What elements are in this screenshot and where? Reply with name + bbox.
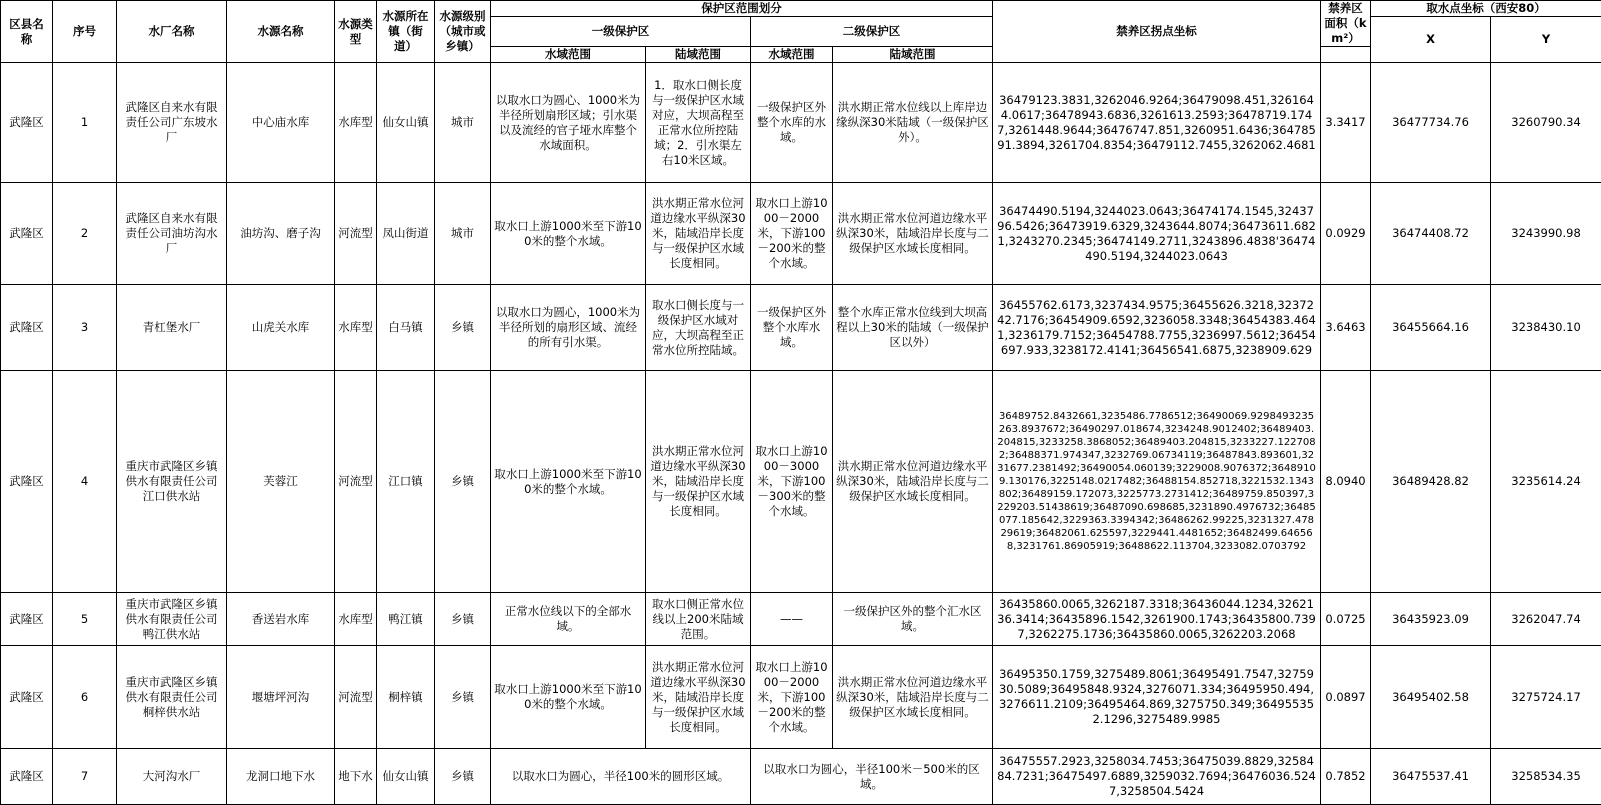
- cell-coords: 36475557.2923,3258034.7453;36475039.8829,3258484.7231;36475497.6889,3259032.7694;36476036.5247,3258504.5424: [993, 749, 1321, 805]
- cell-primary-land: 洪水期正常水位河道边缘水平纵深30米，陆域沿岸长度与一级保护区水域长度相同。: [646, 371, 751, 593]
- cell-secondary-water: 取水口上游1000－2000米，下游100－200米的整个水域。: [751, 646, 833, 749]
- cell-primary-water: 取水口上游1000米至下游100米的整个水域。: [491, 183, 646, 285]
- cell-seq: 6: [53, 646, 117, 749]
- header-protection: 保护区范围划分: [491, 1, 993, 17]
- cell-county: 武隆区: [1, 285, 53, 371]
- table-row: [1, 285, 1601, 371]
- cell-plant: 青杠堡水厂: [117, 285, 227, 371]
- cell-town: 仙女山镇: [377, 749, 435, 805]
- header-primary-land: 陆域范围: [646, 47, 751, 63]
- cell-secondary-water: 一级保护区外整个水库水域。: [751, 285, 833, 371]
- cell-primary-land: 1．取水口侧长度与一级保护区水域对应，大坝高程至正常水位所控陆域；2．引水渠左右10米区域。: [646, 63, 751, 183]
- table-row: [1, 183, 1601, 285]
- cell-source-type: 水库型: [335, 593, 377, 646]
- cell-source: 香送岩水库: [227, 593, 335, 646]
- cell-county: 武隆区: [1, 63, 53, 183]
- cell-secondary-water: 取水口上游1000－2000米，下游100－200米的整个水域。: [751, 183, 833, 285]
- cell-secondary-land: 洪水期正常水位河道边缘水平纵深30米，陆域沿岸长度与二级保护区水域长度相同。: [833, 183, 993, 285]
- header-row-1: [1, 1, 1601, 17]
- header-primary-water: 水域范围: [491, 47, 646, 63]
- header-town: 水源所在镇（街道）: [377, 1, 435, 63]
- header-seq: 序号: [53, 1, 117, 63]
- cell-seq: 2: [53, 183, 117, 285]
- cell-source-type: 地下水: [335, 749, 377, 805]
- cell-county: 武隆区: [1, 183, 53, 285]
- cell-level: 乡镇: [435, 646, 491, 749]
- cell-x: 36495402.58: [1371, 646, 1491, 749]
- table-row: [1, 646, 1601, 749]
- cell-primary-water: 以取水口为圆心、1000米为半径所划扇形区域；引水渠以及流经的官子垭水库整个水域面积。: [491, 63, 646, 183]
- cell-area: 0.0929: [1321, 183, 1371, 285]
- cell-primary-land: 洪水期正常水位河道边缘水平纵深30米，陆域沿岸长度与一级保护区水域长度相同。: [646, 646, 751, 749]
- cell-secondary-water: ——: [751, 593, 833, 646]
- cell-seq: 1: [53, 63, 117, 183]
- cell-x: 36455664.16: [1371, 285, 1491, 371]
- cell-y: 3258534.35: [1491, 749, 1601, 805]
- cell-source-type: 水库型: [335, 63, 377, 183]
- cell-county: 武隆区: [1, 646, 53, 749]
- cell-town: 江口镇: [377, 371, 435, 593]
- cell-primary-water: 取水口上游1000米至下游100米的整个水域。: [491, 646, 646, 749]
- cell-town: 鸭江镇: [377, 593, 435, 646]
- header-y: Y: [1491, 17, 1601, 63]
- cell-y: 3243990.98: [1491, 183, 1601, 285]
- cell-primary-water: 以取水口为圆心，1000米为半径所划的扇形区域、流经的所有引水渠。: [491, 285, 646, 371]
- cell-source: 芙蓉江: [227, 371, 335, 593]
- cell-primary-land: 洪水期正常水位河道边缘水平纵深30米，陆域沿岸长度与一级保护区水域长度相同。: [646, 183, 751, 285]
- cell-secondary-water: 一级保护区外整个水库的水域。: [751, 63, 833, 183]
- cell-coords: 36489752.8432661,3235486.7786512;36490069.9298493235263.8937672;36490297.018674,3234248.9012402;36489403.204815,3233258.3868052;36489403.204815,3233227.1227082;36488371.974347,3232769.06734119;36487843.893601,3231677.2381492;36490054.060139;3229008.9076372;36489109.130176,3225148.0217482;36488154.852718,3221532.1343802;36489159.172073,3225773.2731412;36489759.850397,3229203.51438619;36487090.698685,3231890.4976732;36485077.185642,3229363.3394342;36486262.99225,3231327.47829619;36482061.625597,3229441.4481652;36482499.646568,3231761.86905919;36488622.113704,3233082.0703792: [993, 371, 1321, 593]
- cell-area: 0.0897: [1321, 646, 1371, 749]
- cell-seq: 3: [53, 285, 117, 371]
- cell-area: 8.0940: [1321, 371, 1371, 593]
- header-intake: 取水点坐标（西安80）: [1371, 1, 1601, 17]
- cell-level: 城市: [435, 63, 491, 183]
- cell-county: 武隆区: [1, 749, 53, 805]
- cell-x: 36489428.82: [1371, 371, 1491, 593]
- cell-source: 中心庙水库: [227, 63, 335, 183]
- cell-x: 36474408.72: [1371, 183, 1491, 285]
- table-row: [1, 371, 1601, 593]
- cell-x: 36477734.76: [1371, 63, 1491, 183]
- cell-level: 乡镇: [435, 593, 491, 646]
- header-plant: 水厂名称: [117, 1, 227, 63]
- cell-x: 36435923.09: [1371, 593, 1491, 646]
- cell-primary-water: 取水口上游1000米至下游100米的整个水域。: [491, 371, 646, 593]
- cell-area: 3.6463: [1321, 285, 1371, 371]
- cell-primary-zone: 以取水口为圆心，半径100米的圆形区域。: [491, 749, 751, 805]
- header-county: 区县名称: [1, 1, 53, 63]
- header-secondary-water: 水域范围: [751, 47, 833, 63]
- cell-plant: 大河沟水厂: [117, 749, 227, 805]
- cell-county: 武隆区: [1, 593, 53, 646]
- header-area-blank: [1321, 47, 1371, 63]
- cell-secondary-zone: 以取水口为圆心，半径100米－500米的区域。: [751, 749, 993, 805]
- cell-secondary-land: 洪水期正常水位河道边缘水平纵深30米，陆域沿岸长度与二级保护区水域长度相同。: [833, 646, 993, 749]
- cell-area: 0.7852: [1321, 749, 1371, 805]
- cell-secondary-water: 取水口上游1000－3000米，下游100－300米的整个水域。: [751, 371, 833, 593]
- header-level: 水源级别（城市或乡镇）: [435, 1, 491, 63]
- cell-y: 3262047.74: [1491, 593, 1601, 646]
- table-row: [1, 593, 1601, 646]
- cell-secondary-land: 整个水库正常水位线到大坝高程以上30米的陆域（一级保护区以外）: [833, 285, 993, 371]
- header-secondary-land: 陆域范围: [833, 47, 993, 63]
- cell-x: 36475537.41: [1371, 749, 1491, 805]
- header-secondary: 二级保护区: [751, 17, 993, 47]
- cell-plant: 武隆区自来水有限责任公司油坊沟水厂: [117, 183, 227, 285]
- header-area: 禁养区面积（km²）: [1321, 1, 1371, 47]
- cell-level: 乡镇: [435, 285, 491, 371]
- cell-coords: 36455762.6173,3237434.9575;36455626.3218,3237242.7176;36454909.6592,3236058.3348;36454383.4641,3236179.7152;36454788.7755,3236997.5612;36454697.933,3238172.4141;36456541.6875,3238909.629: [993, 285, 1321, 371]
- cell-county: 武隆区: [1, 371, 53, 593]
- header-source-type: 水源类型: [335, 1, 377, 63]
- header-coords: 禁养区拐点坐标: [993, 1, 1321, 63]
- cell-secondary-land: 一级保护区外的整个汇水区域。: [833, 593, 993, 646]
- cell-coords: 36435860.0065,3262187.3318;36436044.1234,3262136.3414;36435896.1542,3261900.1743;36435800.7397,3262275.1736;36435860.0065,3262203.2068: [993, 593, 1321, 646]
- cell-y: 3275724.17: [1491, 646, 1601, 749]
- cell-town: 白马镇: [377, 285, 435, 371]
- cell-seq: 4: [53, 371, 117, 593]
- cell-level: 乡镇: [435, 371, 491, 593]
- cell-source: 油坊沟、磨子沟: [227, 183, 335, 285]
- header-source: 水源名称: [227, 1, 335, 63]
- cell-town: 仙女山镇: [377, 63, 435, 183]
- table-row: [1, 749, 1601, 805]
- header-x: X: [1371, 17, 1491, 63]
- cell-source-type: 河流型: [335, 371, 377, 593]
- cell-source: 堰塘坪河沟: [227, 646, 335, 749]
- cell-coords: 36495350.1759,3275489.8061;36495491.7547,3275930.5089;36495848.9324,3276071.334;36495950.494,3276611.2109;36495464.869,3275750.349;364955352.1296,3275489.9985: [993, 646, 1321, 749]
- cell-source-type: 水库型: [335, 285, 377, 371]
- table-row: [1, 63, 1601, 183]
- cell-coords: 36479123.3831,3262046.9264;36479098.451,3261644.0617;36478943.6836,3261613.2593;36478719.1747,3261448.9644;36476747.851,3260951.6436;36478591.3894,3261704.8354;36479112.7455,3262062.4681: [993, 63, 1321, 183]
- cell-source-type: 河流型: [335, 183, 377, 285]
- cell-level: 城市: [435, 183, 491, 285]
- cell-town: 桐梓镇: [377, 646, 435, 749]
- cell-source: 山虎关水库: [227, 285, 335, 371]
- cell-town: 凤山街道: [377, 183, 435, 285]
- cell-secondary-land: 洪水期正常水位河道边缘水平纵深30米，陆域沿岸长度与二级保护区水域长度相同。: [833, 371, 993, 593]
- cell-seq: 5: [53, 593, 117, 646]
- cell-source-type: 河流型: [335, 646, 377, 749]
- cell-plant: 重庆市武隆区乡镇供水有限责任公司江口供水站: [117, 371, 227, 593]
- cell-source: 龙洞口地下水: [227, 749, 335, 805]
- cell-level: 乡镇: [435, 749, 491, 805]
- cell-y: 3260790.34: [1491, 63, 1601, 183]
- cell-y: 3238430.10: [1491, 285, 1601, 371]
- cell-primary-land: 取水口侧正常水位线以上200米陆域范围。: [646, 593, 751, 646]
- cell-secondary-land: 洪水期正常水位线以上库岸边缘纵深30米陆域（一级保护区外）。: [833, 63, 993, 183]
- cell-plant: 武隆区自来水有限责任公司广东坡水厂: [117, 63, 227, 183]
- cell-plant: 重庆市武隆区乡镇供水有限责任公司鸭江供水站: [117, 593, 227, 646]
- cell-y: 3235614.24: [1491, 371, 1601, 593]
- cell-area: 3.3417: [1321, 63, 1371, 183]
- cell-primary-water: 正常水位线以下的全部水域。: [491, 593, 646, 646]
- header-primary: 一级保护区: [491, 17, 751, 47]
- cell-area: 0.0725: [1321, 593, 1371, 646]
- cell-coords: 36474490.5194,3244023.0643;36474174.1545,3243796.5426;36473919.6329,3243644.8074;36473611.6821,3243270.2345;36474149.2711,3243896.4838'36474490.5194,3244023.0643: [993, 183, 1321, 285]
- cell-seq: 7: [53, 749, 117, 805]
- cell-primary-land: 取水口侧长度与一级保护区水域对应，大坝高程至正常水位所控陆域。: [646, 285, 751, 371]
- cell-plant: 重庆市武隆区乡镇供水有限责任公司桐梓供水站: [117, 646, 227, 749]
